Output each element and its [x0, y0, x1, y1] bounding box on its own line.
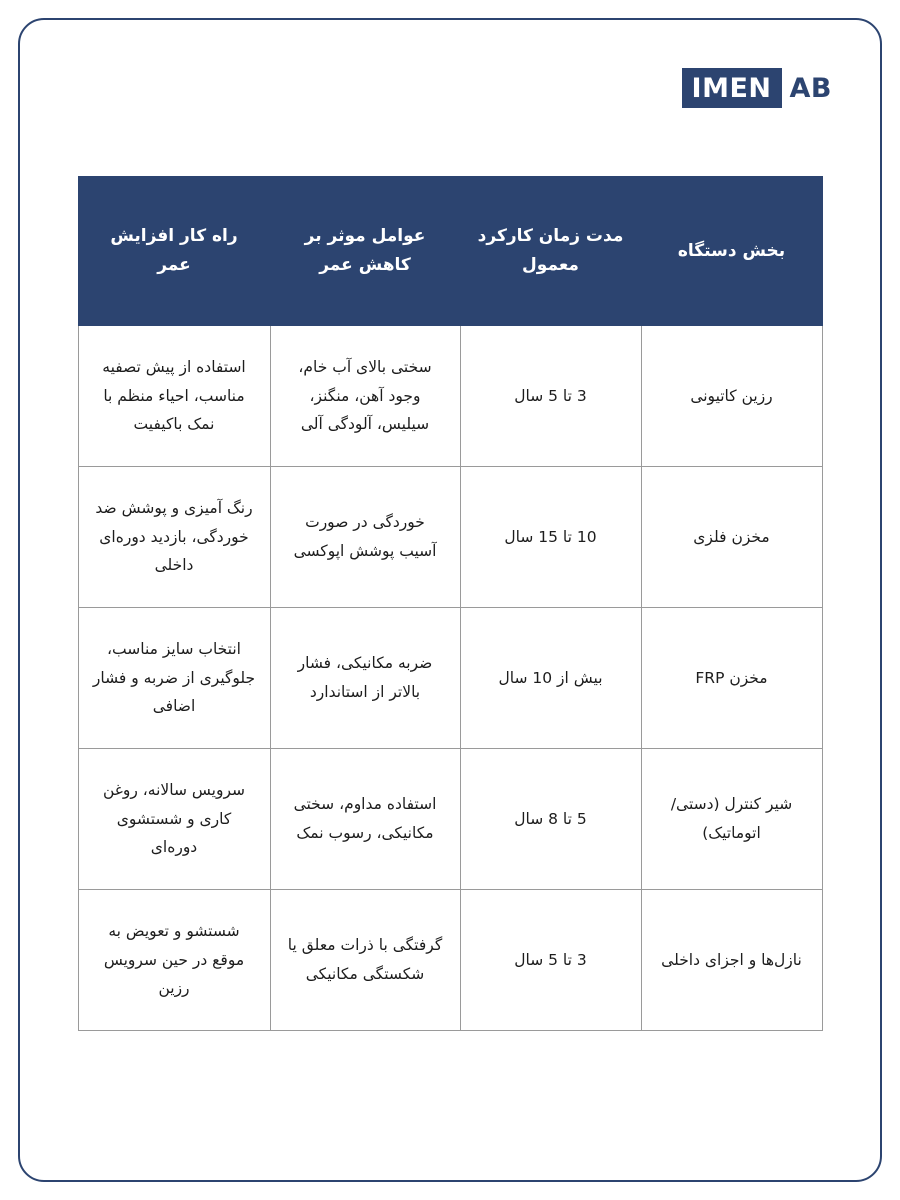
brand-logo: [682, 68, 836, 108]
cell-part: شیر کنترل (دستی/ اتوماتیک): [641, 749, 822, 890]
cell-part: نازل‌ها و اجزای داخلی: [641, 890, 822, 1031]
cell-solution: استفاده از پیش تصفیه مناسب، احیاء منظم با نمک باکیفیت: [78, 326, 270, 467]
table-row: [78, 749, 822, 890]
cell-duration: 3 تا 5 سال: [460, 890, 641, 1031]
page-content: [18, 18, 882, 1182]
logo-main-text: IMEN: [682, 68, 782, 108]
logo-sub-text: AB: [789, 72, 832, 104]
table-container: [64, 176, 836, 1031]
cell-duration: 3 تا 5 سال: [460, 326, 641, 467]
column-header-solution: راه کار افزایش عمر: [78, 177, 270, 326]
cell-duration: 5 تا 8 سال: [460, 749, 641, 890]
cell-solution: رنگ آمیزی و پوشش ضد خوردگی، بازدید دوره‌ای داخلی: [78, 467, 270, 608]
cell-solution: انتخاب سایز مناسب، جلوگیری از ضربه و فشار اضافی: [78, 608, 270, 749]
column-header-duration: مدت زمان کارکرد معمول: [460, 177, 641, 326]
table-header-row: [78, 177, 822, 326]
equipment-lifetime-table: [78, 176, 823, 1031]
cell-factors: گرفتگی با ذرات معلق یا شکستگی مکانیکی: [270, 890, 460, 1031]
table-row: [78, 326, 822, 467]
table-body: [78, 326, 822, 1031]
cell-part: مخزن فلزی: [641, 467, 822, 608]
cell-solution: شستشو و تعویض به موقع در حین سرویس رزین: [78, 890, 270, 1031]
table-header: [78, 177, 822, 326]
table-row: [78, 890, 822, 1031]
cell-solution: سرویس سالانه، روغن کاری و شستشوی دوره‌ای: [78, 749, 270, 890]
cell-part: مخزن FRP: [641, 608, 822, 749]
table-row: [78, 608, 822, 749]
cell-factors: ضربه مکانیکی، فشار بالاتر از استاندارد: [270, 608, 460, 749]
column-header-part: بخش دستگاه: [641, 177, 822, 326]
table-row: [78, 467, 822, 608]
cell-duration: 10 تا 15 سال: [460, 467, 641, 608]
cell-factors: خوردگی در صورت آسیب پوشش اپوکسی: [270, 467, 460, 608]
cell-factors: استفاده مداوم، سختی مکانیکی، رسوب نمک: [270, 749, 460, 890]
cell-part: رزین کاتیونی: [641, 326, 822, 467]
cell-factors: سختی بالای آب خام، وجود آهن، منگنز، سیلیس، آلودگی آلی: [270, 326, 460, 467]
column-header-factors: عوامل موثر بر کاهش عمر: [270, 177, 460, 326]
cell-duration: بیش از 10 سال: [460, 608, 641, 749]
